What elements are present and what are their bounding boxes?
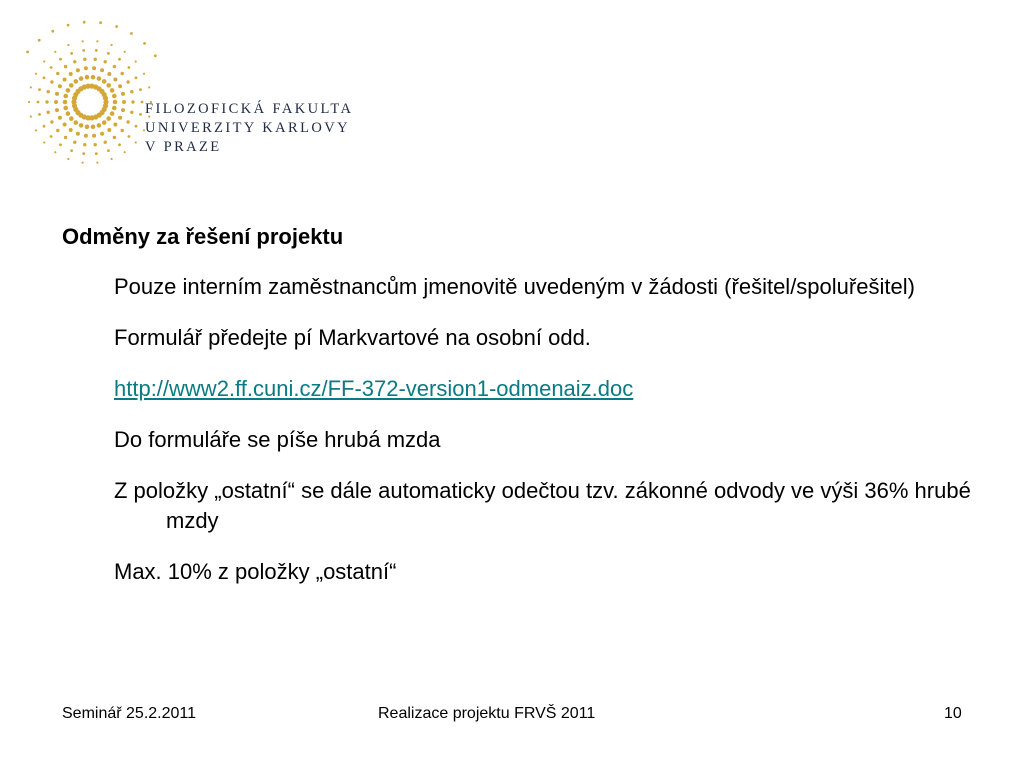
sun-dot xyxy=(91,75,96,80)
sun-dot xyxy=(118,143,121,146)
slide-heading: Odměny za řešení projektu xyxy=(62,224,344,249)
sun-dot xyxy=(50,120,53,123)
sun-dot xyxy=(107,128,111,132)
sun-dot xyxy=(128,135,131,138)
sun-dot xyxy=(63,123,67,127)
sun-dot xyxy=(50,135,53,138)
sun-dot xyxy=(69,116,74,121)
sun-dot xyxy=(28,101,30,103)
logo-line-1: FILOZOFICKÁ FAKULTA xyxy=(145,101,354,117)
sun-dot xyxy=(106,83,111,88)
sun-dot xyxy=(38,113,41,116)
sun-dot xyxy=(113,136,116,139)
sun-arc-dot xyxy=(51,30,54,33)
sun-dot xyxy=(130,111,133,114)
sun-dot xyxy=(50,66,53,69)
sun-arc-dot xyxy=(130,32,133,35)
sun-dot xyxy=(47,111,50,114)
bullet-internal-employees: Pouze interním zaměstnancům jmenovitě uvedeným v žádosti (řešitel/spoluřešitel) xyxy=(114,274,915,299)
sun-dot xyxy=(96,40,98,42)
sun-dot xyxy=(64,65,67,68)
sun-dot xyxy=(83,143,86,146)
sun-dot xyxy=(107,52,110,55)
sun-dot xyxy=(121,92,125,96)
footer-title: Realizace projektu FRVŠ 2011 xyxy=(378,705,596,722)
sun-dot xyxy=(38,88,41,91)
sun-dot xyxy=(85,75,90,80)
sun-dot xyxy=(111,158,113,160)
sun-dot xyxy=(148,86,150,88)
sun-dot xyxy=(67,158,69,160)
sun-dot xyxy=(100,132,104,136)
sun-dot xyxy=(70,149,73,152)
sun-dot xyxy=(118,58,121,61)
sun-dot xyxy=(107,149,110,152)
sun-dot xyxy=(96,162,98,164)
sun-dot xyxy=(67,44,69,46)
sun-dot xyxy=(58,116,62,120)
sun-dot xyxy=(102,79,107,84)
sun-dot xyxy=(95,152,98,155)
sun-dot xyxy=(43,125,46,128)
sun-dot xyxy=(126,120,129,123)
sun-dot xyxy=(107,72,111,76)
sun-logo-icon xyxy=(20,10,160,170)
sun-dot xyxy=(63,94,68,99)
sun-dot xyxy=(66,88,71,93)
sun-dot xyxy=(131,100,134,103)
sun-dot xyxy=(118,84,122,88)
sun-dot xyxy=(63,78,67,82)
sun-dot xyxy=(102,120,107,125)
sun-dot xyxy=(103,96,108,101)
sun-dot xyxy=(126,80,129,83)
sun-dot xyxy=(92,134,96,138)
sun-dot xyxy=(43,141,45,143)
sun-dot xyxy=(76,68,80,72)
sun-dot xyxy=(143,73,145,75)
sun-dot xyxy=(84,134,88,138)
sun-dot xyxy=(94,58,97,61)
sun-dot xyxy=(35,129,37,131)
slide-content xyxy=(62,222,982,608)
sun-dot xyxy=(54,100,58,104)
sun-dot xyxy=(135,141,137,143)
sun-arc-dot xyxy=(38,39,41,42)
sun-dot xyxy=(37,101,40,104)
sun-dot xyxy=(139,113,142,116)
sun-dot xyxy=(73,141,76,144)
sun-dot xyxy=(91,125,96,130)
sun-dot xyxy=(113,65,116,68)
sun-dot xyxy=(124,51,126,53)
sun-dot xyxy=(121,72,124,75)
sun-dot xyxy=(50,80,53,83)
sun-dot xyxy=(85,125,90,130)
sun-dot xyxy=(106,116,111,121)
sun-dot xyxy=(113,78,117,82)
sun-dot xyxy=(84,66,88,70)
sun-dot xyxy=(110,88,115,93)
sun-dot xyxy=(56,129,59,132)
sun-dot xyxy=(112,106,117,111)
sun-dot xyxy=(58,84,62,88)
sun-dot xyxy=(63,106,68,111)
sun-dot xyxy=(110,111,115,116)
sun-dot xyxy=(66,111,71,116)
sun-dot xyxy=(63,100,68,105)
sun-dot xyxy=(92,66,96,70)
sun-dot xyxy=(95,49,98,52)
sun-dot xyxy=(69,128,73,132)
sun-dot xyxy=(55,92,59,96)
bullet-max-percent: Max. 10% z položky „ostatní“ xyxy=(114,559,397,584)
sun-dot xyxy=(139,88,142,91)
sun-dot xyxy=(79,76,84,81)
sun-dot xyxy=(54,151,56,153)
sun-dot xyxy=(35,73,37,75)
sun-dot xyxy=(104,60,107,63)
sun-dot xyxy=(97,76,102,81)
sun-dot xyxy=(45,100,48,103)
sun-dot xyxy=(55,108,59,112)
sun-dot xyxy=(79,123,84,128)
sun-dot xyxy=(94,143,97,146)
sun-dot xyxy=(121,108,125,112)
sun-dot xyxy=(69,83,74,88)
faculty-logo xyxy=(20,10,360,170)
sun-arc-dot xyxy=(154,54,157,57)
sun-dot xyxy=(113,100,118,105)
logo-line-2: UNIVERZITY KARLOVY xyxy=(145,120,350,136)
sun-dot xyxy=(141,101,144,104)
logo-wordmark xyxy=(145,100,353,157)
sun-dot xyxy=(122,100,126,104)
sun-dot xyxy=(135,60,137,62)
sun-dot xyxy=(104,141,107,144)
sun-dot xyxy=(74,120,79,125)
sun-dot xyxy=(111,44,113,46)
sun-dot xyxy=(47,90,50,93)
sun-dot xyxy=(135,125,138,128)
sun-dot xyxy=(76,132,80,136)
sun-arc-dot xyxy=(143,42,146,45)
sun-dot xyxy=(59,143,62,146)
sun-dot xyxy=(82,49,85,52)
bullet-gross-salary: Do formuláře se píše hrubá mzda xyxy=(114,427,441,452)
sun-dot xyxy=(30,116,32,118)
sun-dot xyxy=(118,116,122,120)
sun-dot xyxy=(43,76,46,79)
bullet-deductions: Z položky „ostatní“ se dále automaticky odečtou tzv. zákonné odvody ve výši 36% hrubé mzdy xyxy=(114,478,971,533)
sun-dot xyxy=(128,66,131,69)
sun-dot xyxy=(56,72,59,75)
sun-dot xyxy=(130,90,133,93)
sun-dot xyxy=(82,152,85,155)
sun-dot xyxy=(135,76,138,79)
sun-dot xyxy=(43,60,45,62)
logo-line-3: V PRAZE xyxy=(145,139,222,155)
sun-dot xyxy=(54,51,56,53)
sun-dot xyxy=(82,40,84,42)
sun-arc-dot xyxy=(99,21,102,24)
page-number: 10 xyxy=(944,705,962,722)
sun-arc-dot xyxy=(26,51,29,54)
sun-dot xyxy=(74,79,79,84)
footer-date: Seminář 25.2.2011 xyxy=(62,705,197,722)
sun-dot xyxy=(59,58,62,61)
sun-dot xyxy=(70,52,73,55)
sun-dot xyxy=(73,60,76,63)
form-document-link[interactable]: http://www2.ff.cuni.cz/FF-372-version1-odmenaiz.doc xyxy=(114,376,634,401)
sun-dot xyxy=(100,68,104,72)
sun-dot xyxy=(64,136,67,139)
sun-dot xyxy=(113,123,117,127)
sun-dot xyxy=(97,123,102,128)
bullet-submit-form: Formulář předejte pí Markvartové na osobní odd. xyxy=(114,325,591,350)
sun-dot xyxy=(69,72,73,76)
sun-dot xyxy=(124,151,126,153)
sun-dot xyxy=(83,58,86,61)
sun-arc-dot xyxy=(115,25,118,28)
sun-dot xyxy=(82,162,84,164)
sun-dot xyxy=(112,94,117,99)
sun-dot xyxy=(30,86,32,88)
sun-arc-dot xyxy=(67,24,70,27)
sun-arc-dot xyxy=(83,21,86,24)
sun-dot xyxy=(121,129,124,132)
